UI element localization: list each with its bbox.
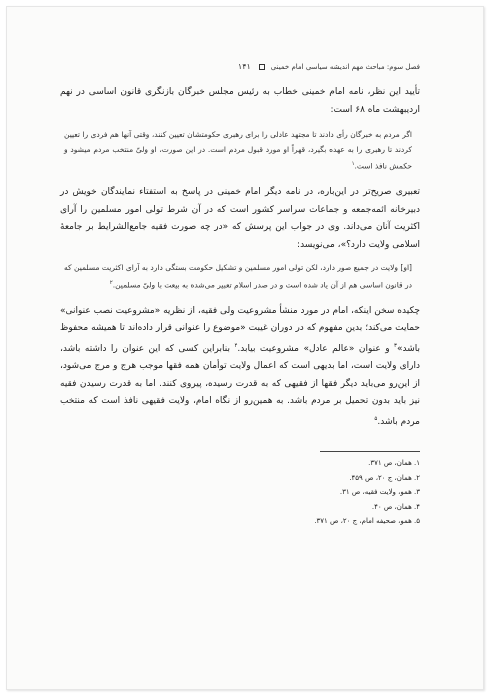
footnote-separator <box>320 451 420 452</box>
paragraph-3-part-b: و عنوان «عالم عادل» مشروعیت بیابد. <box>237 343 394 354</box>
footnote-ref-2: ٢ <box>109 279 113 286</box>
page-body <box>60 84 420 529</box>
page-number: ١۴١ <box>237 62 251 71</box>
footnote-item: ٢. همان، ج ٢٠، ص ۴۵٩. <box>349 473 420 482</box>
footnote-item: ٣. همو، ولایت فقیه، ص ٣١. <box>339 488 420 496</box>
paragraph-1: تأیید این نظر، نامه امام خمینی خطاب به رئیس مجلس خبرگان بازنگری قانون اساسی در نهم اردیبهشت ماه ۶۸ است: <box>60 87 420 115</box>
footnote-item: ١. همان، ص ٣٧١. <box>368 459 420 467</box>
footnote-ref-5: ۵ <box>374 415 378 422</box>
square-ornament-icon <box>259 64 265 70</box>
quote-2-text: [او] ولایت در جمیع صور دارد، لکن تولی امور مسلمین و تشکیل حکومت بستگی دارد به آرای اکثریت مسلمین که در قانون اساسی هم از آن یاد شده است و در صدر اسلام تعبیر می‌شده به بیعت با ولیّ مسلمین. <box>64 263 412 289</box>
quote-1 <box>64 128 412 174</box>
chapter-title: فصل سوم: مباحث مهم اندیشه سیاسی امام خمینی <box>270 62 420 71</box>
footnote-ref-1: ١ <box>351 161 355 167</box>
footnote-item: ۴. همان، ص ۴٠. <box>371 502 420 511</box>
running-header <box>60 62 420 71</box>
paragraph-3-part-c: بنابراین کسی که این عنوان را داشته باشد، دارای ولایت است، اما بدیهی است که اعمال ولایت توأمان همه فقها موجب هرج و مرج می‌شود، از این‌رو می‌باید دیگر فقها از فقیهی که به قدرت رسیده، پیروی کنند. اما به قدرت رسیدن فقیه نیز باید بدون تحمیل بر مردم باشد. به همین‌رو از نگاه امام، ولایت فقیهی نافذ است که منتخب مردم باشد. <box>60 343 420 427</box>
footnote-item: ۵. همو، صحیفه امام، ج ٢٠، ص ٣٧١. <box>314 517 420 525</box>
paragraph-3 <box>60 303 420 432</box>
footnotes <box>60 456 420 529</box>
paragraph-3-part-a: چکیده سخن اینکه، امام در مورد منشأ مشروعیت ولی فقیه، از نظریه «مشروعیت نصب عنوانی» حمایت می‌کند؛ بدین مفهوم که در دوران غیبت «موضوع را عنوانی قرار داده‌اند تا همیشه محفوظ باشد» <box>60 305 420 354</box>
footnote-ref-3: ٣ <box>394 342 397 349</box>
paragraph-2: تعبیری صریح‌تر در این‌باره، در نامه دیگر امام خمینی در پاسخ به استفتاء نمایندگان خویش در دبیرخانه ائمه‌جمعه و جماعات سراسر کشور است که در آن شرط تولی امور مسلمین را آرای اکثریت آنان می‌داند. وی در جواب این پرسش که «در چه صورت فقیه جامع‌الشرایط بر جامعهٔ اسلامی ولایت دارد؟»، می‌نویسد: <box>60 187 420 250</box>
footnote-ref-4: ۴ <box>234 342 238 349</box>
quote-1-text: اگر مردم به خبرگان رأی دادند تا مجتهد عادلی را برای رهبری حکومتشان تعیین کنند، وقتی آنها هم فردی را تعیین کردند تا رهبری را به عهده بگیرد، قهراً او مورد قبول مردم است. در این صورت، او ولیّ منتخب مردم میشود و حکمش نافذ است. <box>64 130 412 171</box>
quote-2 <box>64 261 412 293</box>
